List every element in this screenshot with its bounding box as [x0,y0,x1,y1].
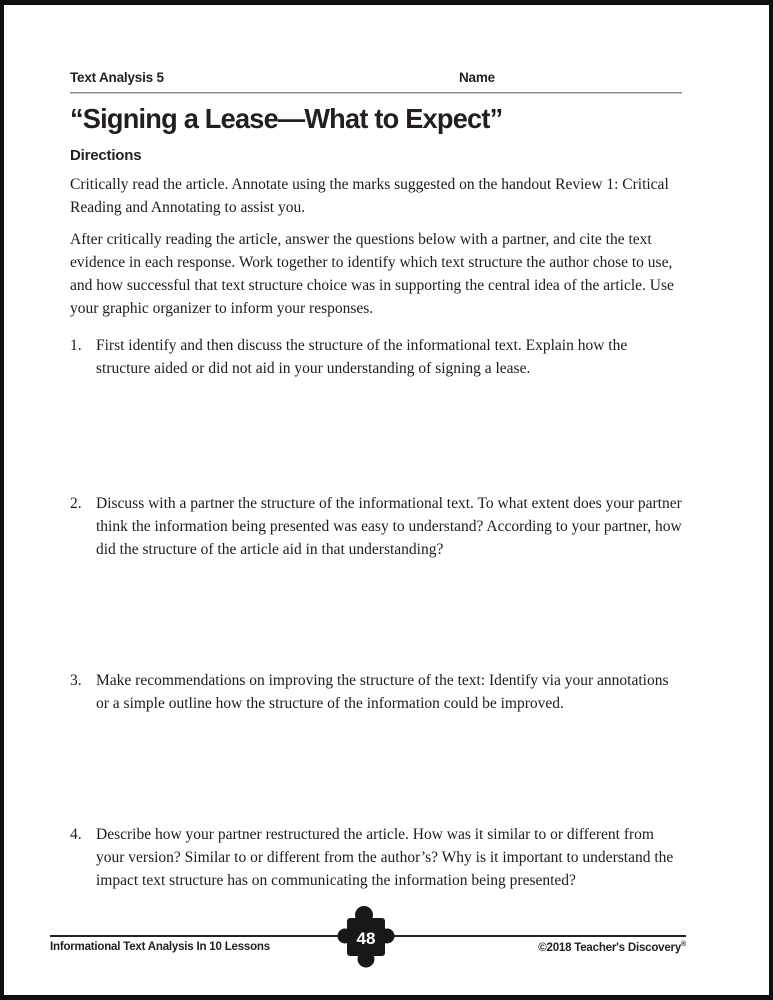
page-content [70,5,682,892]
question-item-4 [70,823,682,892]
page-title: “Signing a Lease—What to Expect” [70,103,503,134]
question-number: 4. [70,826,82,843]
answer-space [70,561,682,669]
directions-paragraph: Critically read the article. Annotate using the marks suggested on the handout Review 1: Critical Reading and Annotating to assist you. [70,176,669,216]
page-header [70,70,682,88]
registered-mark: ® [681,941,686,948]
page-footer [46,925,686,975]
footer-book-title: Informational Text Analysis In 10 Lessons [50,941,270,953]
question-number: 3. [70,672,82,689]
answer-space [70,715,682,823]
copyright-text: ©2018 Teacher's Discovery [538,941,682,954]
question-number: 2. [70,495,82,512]
page-number: 48 [356,929,376,948]
question-item-2 [70,492,682,561]
question-text: Describe how your partner restructured the article. How was it similar to or different from your version? Similar to or different from the author’s? Why is it important to understand the impact text structure has on communicating the information being presented? [96,826,674,889]
question-text: Discuss with a partner the structure of the informational text. To what extent does your partner think the information being presented was easy to understand? According to your partner, how did the structure of the article aid in that understanding? [96,495,682,558]
header-rule [70,92,682,94]
directions-paragraph: After critically reading the article, answer the questions below with a partner, and cite the text evidence in each response. Work together to identify which text structure the author chose to use, and how successful that text structure choice was in supporting the central idea of the article. Use your graphic organizer to inform your responses. [70,231,674,317]
question-text: First identify and then discuss the structure of the informational text. Explain how the structure aided or did not aid in your understanding of signing a lease. [96,337,628,377]
question-list [70,334,682,892]
footer-copyright [538,941,686,954]
directions-heading: Directions [70,147,142,164]
question-item-1 [70,334,682,380]
question-item-3 [70,669,682,715]
puzzle-piece-icon [335,903,397,971]
question-number: 1. [70,337,82,354]
answer-space [70,380,682,492]
name-label: Name [459,70,495,85]
question-text: Make recommendations on improving the structure of the text: Identify via your annotations or a simple outline how the structure of the information could be improved. [96,672,669,712]
lesson-label: Text Analysis 5 [70,70,164,85]
